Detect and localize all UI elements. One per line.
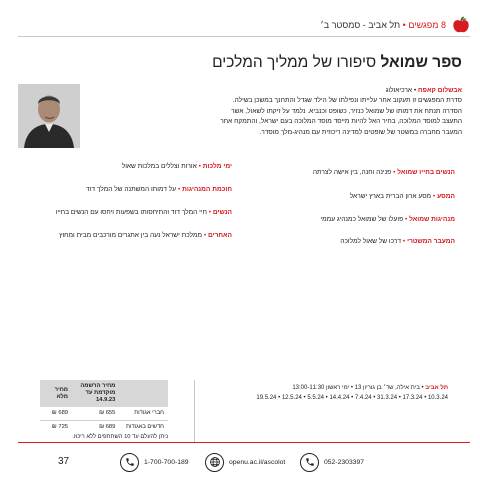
topic-separator: • — [203, 232, 207, 239]
lecturer-photo — [18, 84, 80, 148]
pricing-row-full: 725 ₪ — [51, 424, 69, 430]
globe-icon — [205, 453, 224, 472]
website-link: openu.ac.il/ascolot — [229, 458, 286, 466]
topic-separator: • — [402, 238, 406, 245]
header-divider — [18, 36, 470, 37]
schedule-dates: 10.3.24 • 17.3.24 • 31.3.24 • 7.4.24 • 14.4.24 • 5.5.24 • 12.5.24 • 19.5.24 — [256, 395, 448, 401]
bottom-divider — [194, 380, 195, 442]
schedule-block — [198, 383, 448, 403]
table-row — [40, 421, 168, 435]
apple-icon — [452, 16, 470, 34]
topic-key: ימי מלכות — [202, 163, 232, 170]
lecturer-block — [217, 86, 462, 138]
schedule-city: תל אביב — [425, 385, 448, 391]
phone-icon — [120, 453, 139, 472]
sessions-count: 8 מפגשים — [408, 20, 446, 30]
topic-item — [86, 186, 232, 193]
pricing-row-full: 689 ₪ — [40, 407, 72, 421]
topic-value: חיי המלך דוד והתיחסותו בשפעות ויחסו עם הנשים בחייו — [55, 209, 207, 216]
topic-value: מסע ארון הברית בארץ ישראל — [349, 193, 432, 200]
topic-separator: • — [393, 169, 396, 176]
lecturer-name: אבשלום קאפח — [418, 87, 462, 94]
course-title-bold: ספר שמואל — [380, 54, 462, 71]
phone-number: 1-700-700-189 — [144, 458, 189, 466]
course-description: סדרת המפגשים זו תעקוב אחר עלייתו ונפילתו של הילד שגדל והתחנך במשכן בשילה. הסדרה תנתח את דמותו של שמואל כנזיר, כשופט וכנביא. נלמד על זיקתו לשאול, אשר התעצב למוסד המלוכה, בחיר האל להיות מייסד מוסד המלוכה בעם ישראל, והתמקח אחר המעבר מחברה במשטר של שופטים למדינה ריכוזית עם מנהיג-מלך מוסדר. — [220, 97, 462, 136]
pricing-row-label: חברי אגודות — [119, 407, 168, 421]
schedule-info: • בית אילה, שד׳ בן גוריון 13 • ימי ראשון 13:00-11:30 — [292, 385, 426, 391]
pricing-header-early: מחיר הרשמה מוקדמת עד 14.9.23 — [72, 380, 119, 407]
topic-separator: • — [432, 193, 436, 200]
lecturer-line — [217, 86, 462, 96]
table-row — [40, 407, 168, 421]
pricing-note: ניתן להעלם עד 10 השתתפים ללא ריכוז. — [72, 434, 168, 440]
topic-key: המסע — [437, 193, 455, 200]
footer-phone-1[interactable] — [300, 452, 364, 472]
lecturer-role: • ארכיאולוג — [385, 87, 419, 94]
topic-separator: • — [177, 186, 181, 193]
page-number: 37 — [58, 456, 70, 467]
course-title-rest: סיפורו של ממליך המלכים — [212, 54, 381, 71]
header-location: תל אביב - סמסטר ב׳ — [320, 20, 401, 30]
topic-key: הנשים בחייו שמואל — [397, 169, 455, 176]
topic-item — [340, 238, 455, 245]
topic-item — [56, 209, 232, 216]
header-text — [320, 20, 446, 30]
footer-phone-2[interactable] — [120, 452, 189, 472]
topic-item — [59, 232, 232, 239]
pricing-row-label: חדשים באגודות — [126, 424, 164, 430]
footer-divider — [18, 442, 470, 443]
topic-key: מנהיגות שמואל — [409, 216, 455, 223]
pricing-row-early: 655 ₪ — [72, 407, 119, 421]
pricing-table — [40, 380, 168, 434]
topic-separator: • — [198, 163, 201, 170]
topic-separator: • — [404, 216, 408, 223]
pricing-header-row — [40, 380, 168, 407]
footer — [0, 452, 480, 472]
course-title — [22, 54, 462, 72]
topic-item — [350, 193, 455, 200]
topic-value: אורות וצללים במלכות שאול — [121, 163, 197, 170]
topic-value: פועלו של שמואל כמנהיג עממי — [320, 216, 404, 223]
topic-value: ממלכת ישראל נעה בין אתגרים מורכבים מבית ומחוץ — [59, 232, 203, 239]
phone-icon — [300, 453, 319, 472]
topic-value: דרכו של שאול למלוכה — [340, 238, 402, 245]
topic-key: המעבר המשטרי — [407, 238, 455, 245]
topic-separator: • — [208, 209, 212, 216]
header-separator: • — [402, 20, 406, 30]
schedule-location — [198, 383, 448, 393]
topic-item — [122, 163, 232, 170]
pricing-header-label — [119, 380, 168, 407]
running-header — [140, 16, 470, 38]
topic-key: הנשים — [212, 209, 232, 216]
pricing-row-early: 689 ₪ — [99, 424, 116, 430]
footer-website[interactable] — [205, 452, 285, 472]
pricing-header-full: מחיר מלא — [40, 380, 72, 407]
topic-key: חוכמת המנהיגות — [182, 186, 232, 193]
topic-value: פנינה וחנה, בין אישה לצרתה — [312, 169, 392, 176]
topic-key: האחרים — [208, 232, 232, 239]
topic-item — [320, 216, 455, 223]
topic-item — [313, 169, 455, 176]
topic-value: על דמותו המשתנה של המלך דוד — [86, 186, 177, 193]
phone-number: 052-2303397 — [324, 458, 365, 466]
